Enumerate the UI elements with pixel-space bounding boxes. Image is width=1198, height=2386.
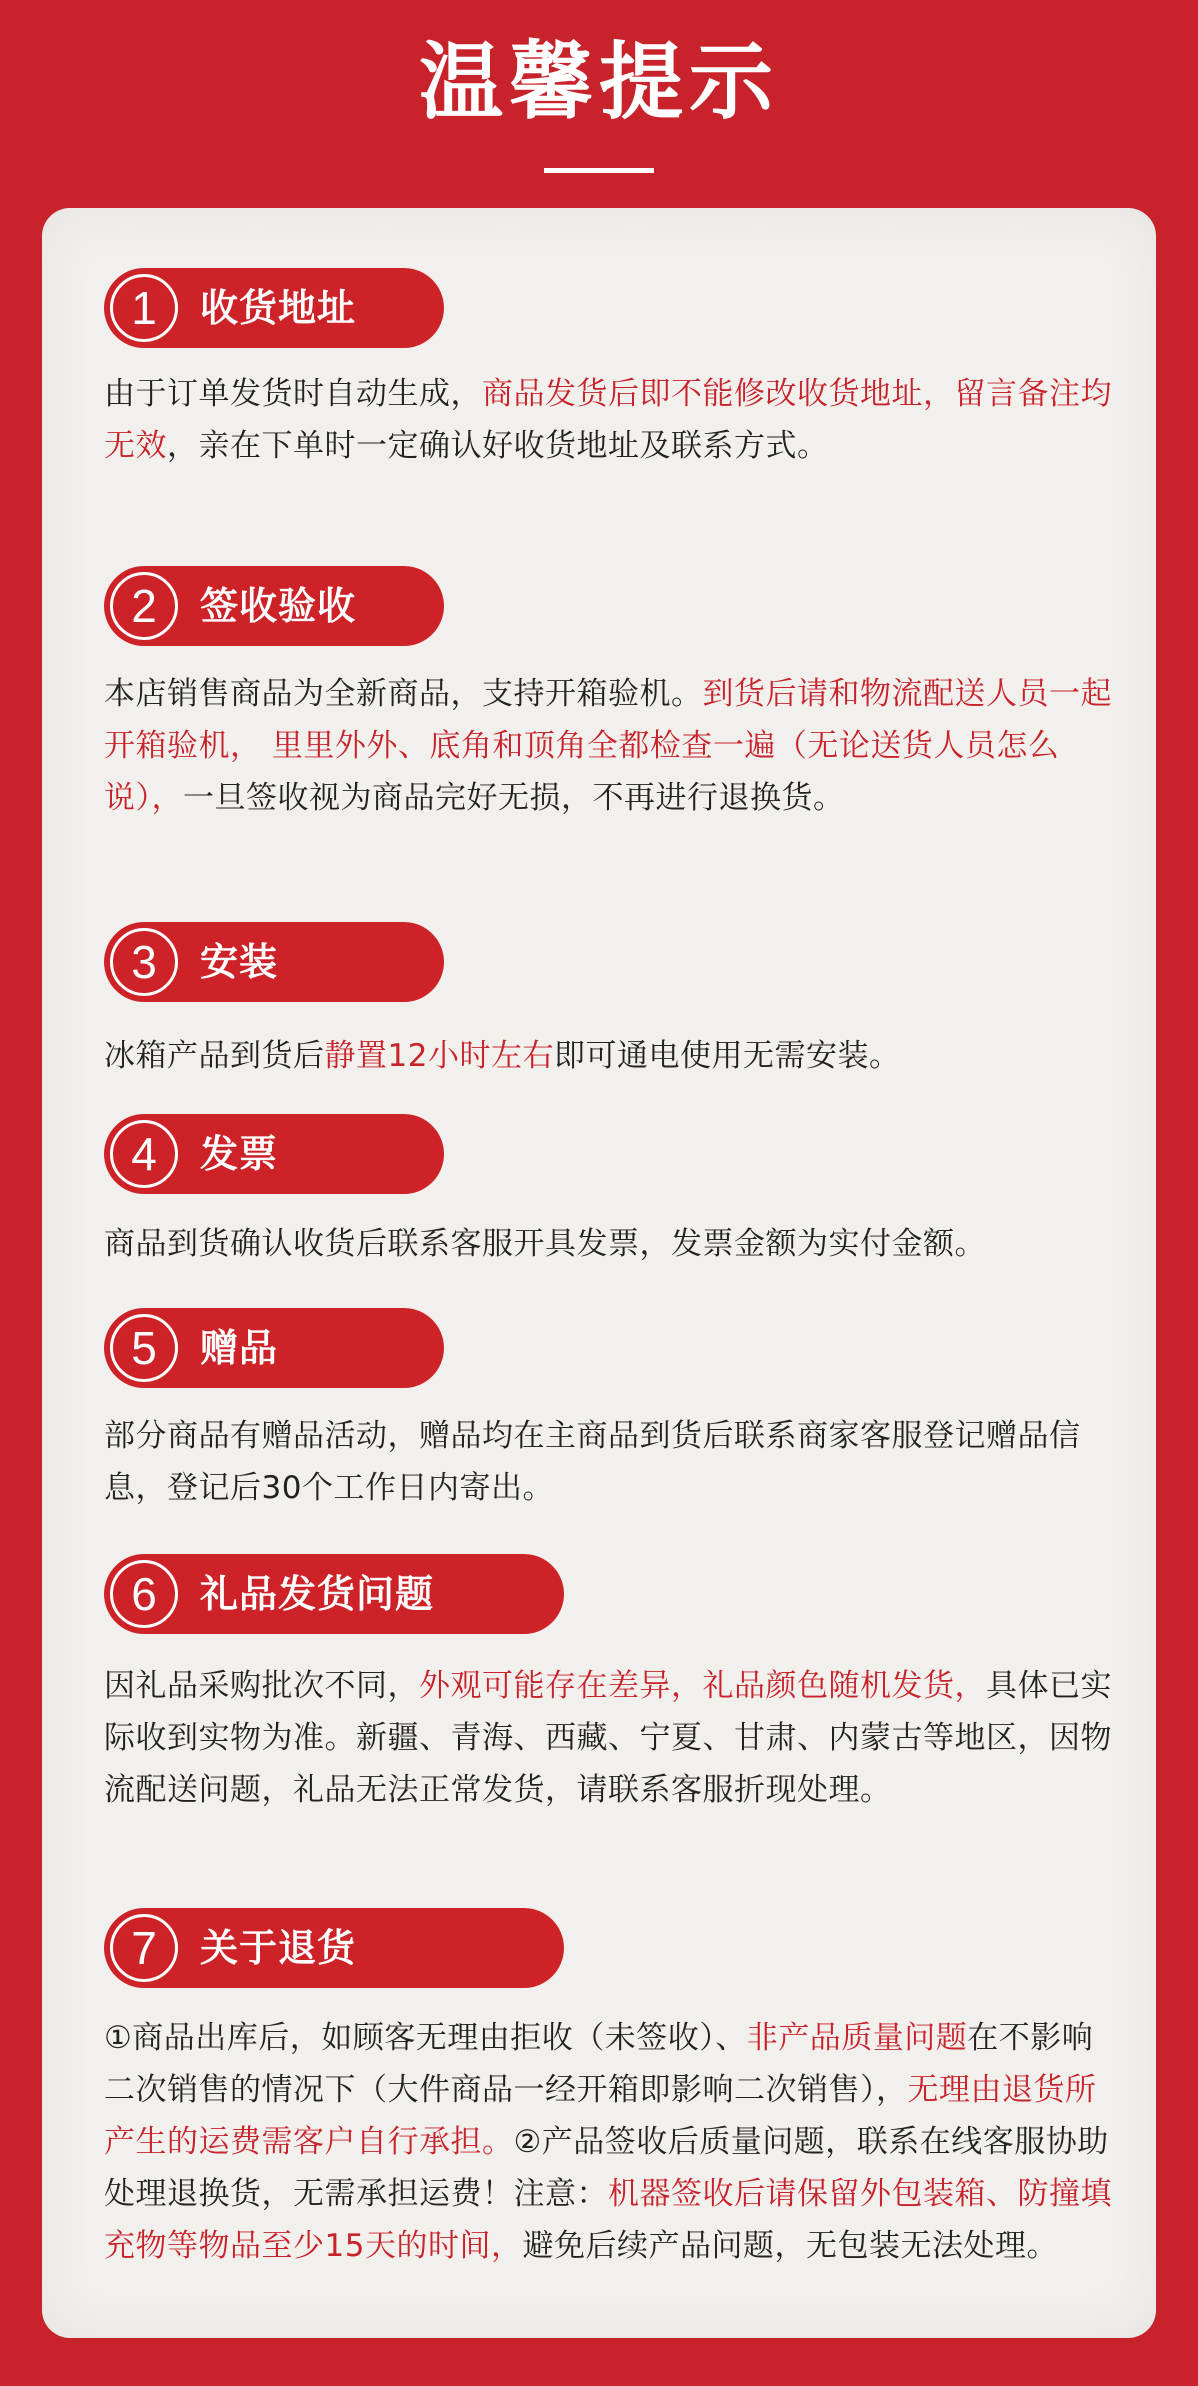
- section-text-address: 由于订单发货时自动生成，商品发货后即不能修改收货地址，留言备注均无效，亲在下单时一定确认好收货地址及联系方式。: [104, 376, 1112, 464]
- section-text-invoice: 商品到货确认收货后联系客服开具发票，发票金额为实付金额。: [104, 1226, 986, 1262]
- section-header-gift: [104, 1308, 444, 1388]
- section-number: 2: [110, 572, 178, 640]
- section-title: 关于退货: [200, 1926, 357, 1970]
- section-number: 1: [110, 274, 178, 342]
- title-underline: [544, 168, 654, 173]
- section-title: 安装: [200, 940, 279, 984]
- section-header-install: [104, 922, 444, 1002]
- section-text-returns: ①商品出库后，如顾客无理由拒收（未签收）、非产品质量问题在不影响二次销售的情况下（大件商品一经开箱即影响二次销售），无理由退货所产生的运费需客户自行承担。②产品签收后质量问题，联系在线客服协助处理退换货，无需承担运费！注意：机器签收后请保留外包装箱、防撞填充物等物品至少15天的时间，避免后续产品问题，无包装无法处理。: [104, 2020, 1112, 2264]
- section-title: 收货地址: [200, 286, 357, 330]
- section-number: 7: [110, 1914, 178, 1982]
- section-header-returns: [104, 1908, 564, 1988]
- section-title: 礼品发货问题: [200, 1572, 435, 1616]
- section-header-address: [104, 268, 444, 348]
- section-header-inspection: [104, 566, 444, 646]
- section-number: 4: [110, 1120, 178, 1188]
- section-text-gift-shipping: 因礼品采购批次不同，外观可能存在差异，礼品颜色随机发货，具体已实际收到实物为准。新疆、青海、西藏、宁夏、甘肃、内蒙古等地区，因物流配送问题，礼品无法正常发货，请联系客服折现处理。: [104, 1668, 1112, 1808]
- section-number: 5: [110, 1314, 178, 1382]
- section-text-gift: 部分商品有赠品活动，赠品均在主商品到货后联系商家客服登记赠品信息，登记后30个工作日内寄出。: [104, 1418, 1081, 1506]
- section-title: 发票: [200, 1132, 279, 1176]
- section-number: 6: [110, 1560, 178, 1628]
- page-title: 温馨提示: [418, 33, 779, 131]
- section-header-invoice: [104, 1114, 444, 1194]
- section-header-gift-shipping: [104, 1554, 564, 1634]
- section-title: 签收验收: [200, 584, 357, 628]
- section-text-install: 冰箱产品到货后静置12小时左右即可通电使用无需安装。: [104, 1038, 901, 1074]
- section-number: 3: [110, 928, 178, 996]
- section-title: 赠品: [200, 1326, 279, 1370]
- section-text-inspection: 本店销售商品为全新商品，支持开箱验机。到货后请和物流配送人员一起开箱验机， 里里外外、底角和顶角全都检查一遍（无论送货人员怎么说），一旦签收视为商品完好无损，不再进行退换货。: [104, 676, 1112, 816]
